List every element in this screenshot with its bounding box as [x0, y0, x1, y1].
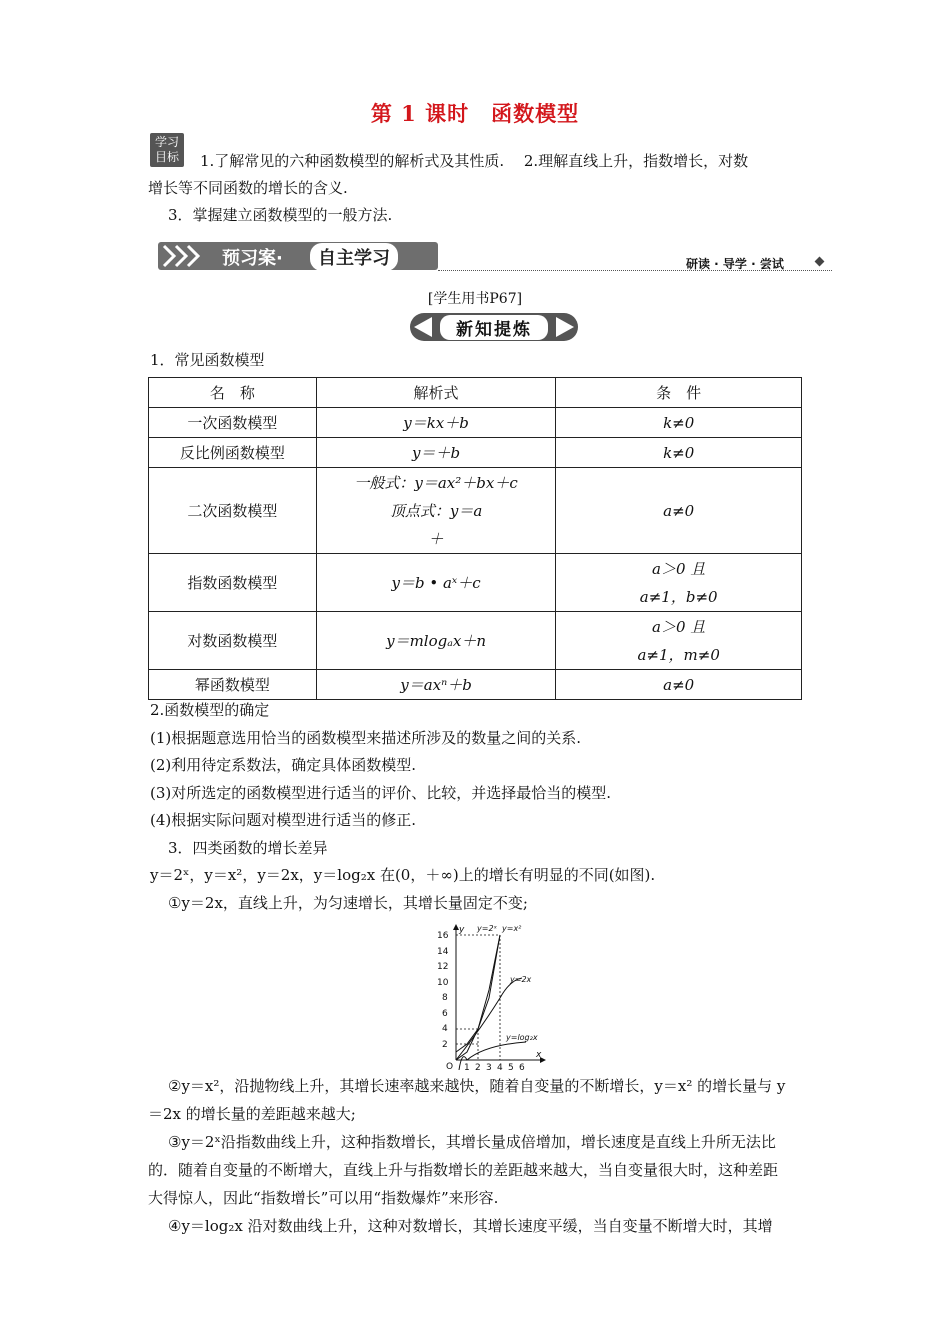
- row-name: 二次函数模型: [149, 468, 317, 554]
- section-3-point-2a: ②y＝x²，沿抛物线上升，其增长速率越来越快，随着自变量的不断增长，y＝x² 的增长量与 y: [168, 1077, 786, 1095]
- row-name: 指数函数模型: [149, 554, 317, 612]
- banner-dot: ·: [276, 248, 283, 269]
- x-axis-label: x: [536, 1050, 542, 1060]
- section-3-point-3b: 的．随着自变量的不断增大，直线上升与指数增长的差距越来越大，当自变量很大时，这种差距: [148, 1161, 779, 1179]
- y-tick: 8: [442, 993, 448, 1003]
- section-2-item: (4)根据实际问题对模型进行适当的修正.: [150, 811, 417, 829]
- goal-line-2: 增长等不同函数的增长的含义.: [148, 179, 348, 197]
- banner-left-text: 预习案: [222, 248, 276, 269]
- x-tick: 5: [508, 1063, 514, 1070]
- origin-label: O: [446, 1062, 454, 1070]
- banner-label: [222, 244, 283, 270]
- curve-label: y=log₂x: [506, 1033, 538, 1042]
- y-tick: 14: [437, 947, 449, 957]
- function-model-table: [148, 377, 802, 700]
- formula-line: 一般式：y＝ax²＋bx＋c: [354, 473, 518, 492]
- condition-line: a＞0 且: [652, 559, 706, 578]
- table-row: [149, 554, 802, 612]
- row-condition: [556, 554, 802, 612]
- table-row: [149, 438, 802, 468]
- x-tick: 2: [475, 1063, 481, 1070]
- row-name: 一次函数模型: [149, 408, 317, 438]
- formula-line: 顶点式：y＝a: [389, 501, 483, 520]
- condition-line: a＞0 且: [652, 617, 706, 636]
- row-condition: [556, 612, 802, 670]
- header-formula: 解析式: [316, 378, 556, 408]
- section-3-point-4: ④y＝log₂x 沿对数曲线上升，这种对数增长，其增长速度平缓，当自变量不断增大时，其增: [168, 1217, 773, 1235]
- row-condition: k≠0: [556, 438, 802, 468]
- x-tick: 1: [464, 1063, 470, 1070]
- section-2-heading: 2.函数模型的确定: [150, 701, 270, 719]
- section-3-point-3a: ③y＝2ˣ沿指数曲线上升，这种指数增长，其增长量成倍增加，增长速度是直线上升所无法比: [168, 1133, 776, 1151]
- row-condition: a≠0: [556, 468, 802, 554]
- row-name: 幂函数模型: [149, 670, 317, 700]
- section-2-item: (3)对所选定的函数模型进行适当的评价、比较，并选择最恰当的模型.: [150, 784, 612, 802]
- book-reference: [学生用书P67]: [427, 291, 523, 307]
- row-formula: y＝mlogₐx＋n: [316, 612, 556, 670]
- table-row: [149, 408, 802, 438]
- section-2-item: (1)根据题意选用恰当的函数模型来描述所涉及的数量之间的关系.: [150, 729, 582, 747]
- badge-line-1: 学习: [154, 135, 179, 149]
- goal-line-1: 1.了解常见的六种函数模型的解析式及其性质. 2.理解直线上升，指数增长，对数: [200, 152, 749, 170]
- banner-highlight: 自主学习: [310, 243, 398, 271]
- banner-right-text: 研读 · 导学 · 尝试: [686, 257, 784, 271]
- section-3-point-3c: 大得惊人，因此“指数增长”可以用“指数爆炸”来形容.: [148, 1189, 499, 1207]
- section-3-point-2b: ＝2x 的增长量的差距越来越大;: [148, 1105, 356, 1123]
- x-tick: 6: [519, 1063, 525, 1070]
- chevron-arrows-icon: [160, 243, 208, 269]
- table-row: [149, 670, 802, 700]
- page-title: 第 1 课时 函数模型: [370, 101, 580, 126]
- row-condition: k≠0: [556, 408, 802, 438]
- row-condition: a≠0: [556, 670, 802, 700]
- row-formula: y＝kx＋b: [316, 408, 556, 438]
- goal-line-3: 3．掌握建立函数模型的一般方法.: [168, 206, 393, 224]
- x-tick: 4: [497, 1063, 503, 1070]
- row-formula: y＝b • aˣ＋c: [316, 554, 556, 612]
- formula-line: ＋: [428, 529, 444, 548]
- y-tick: 10: [437, 978, 449, 988]
- section-3-point-1: ①y＝2x，直线上升，为匀速增长，其增长量固定不变;: [168, 894, 528, 912]
- y-tick: 2: [442, 1040, 448, 1050]
- row-name: 反比例函数模型: [149, 438, 317, 468]
- row-formula: [316, 468, 556, 554]
- row-formula: y＝＋b: [316, 438, 556, 468]
- y-axis-label: y: [459, 925, 465, 935]
- section-pill-label: 新知提炼: [440, 315, 548, 340]
- x-tick: 3: [486, 1063, 492, 1070]
- section-1-heading: 1．常见函数模型: [150, 351, 265, 369]
- y-tick: 6: [442, 1009, 448, 1019]
- table-row: [149, 612, 802, 670]
- row-name: 对数函数模型: [149, 612, 317, 670]
- y-tick: 16: [437, 931, 449, 941]
- table-header-row: [149, 378, 802, 408]
- header-name: 名 称: [149, 378, 317, 408]
- curve-label: y=x²: [502, 924, 522, 933]
- row-formula: y＝axⁿ＋b: [316, 670, 556, 700]
- learning-goal-badge: [150, 133, 184, 167]
- section-2-item: (2)利用待定系数法，确定具体函数模型.: [150, 756, 417, 774]
- section-3-intro: y＝2ˣ，y＝x²，y＝2x，y＝log₂x 在(0，＋∞)上的增长有明显的不同(如图).: [150, 866, 656, 884]
- section-3-heading: 3．四类函数的增长差异: [168, 839, 328, 857]
- y-tick: 4: [442, 1024, 448, 1034]
- growth-comparison-figure: [430, 920, 550, 1070]
- curve-label: y=2x: [510, 975, 532, 984]
- badge-line-2: 目标: [154, 150, 179, 164]
- header-condition: 条 件: [556, 378, 802, 408]
- condition-line: a≠1，b≠0: [639, 587, 718, 606]
- table-row: [149, 468, 802, 554]
- curve-label: y=2ˣ: [477, 924, 498, 933]
- y-tick: 12: [437, 962, 449, 972]
- diamond-icon: [815, 257, 825, 267]
- condition-line: a≠1，m≠0: [637, 645, 720, 664]
